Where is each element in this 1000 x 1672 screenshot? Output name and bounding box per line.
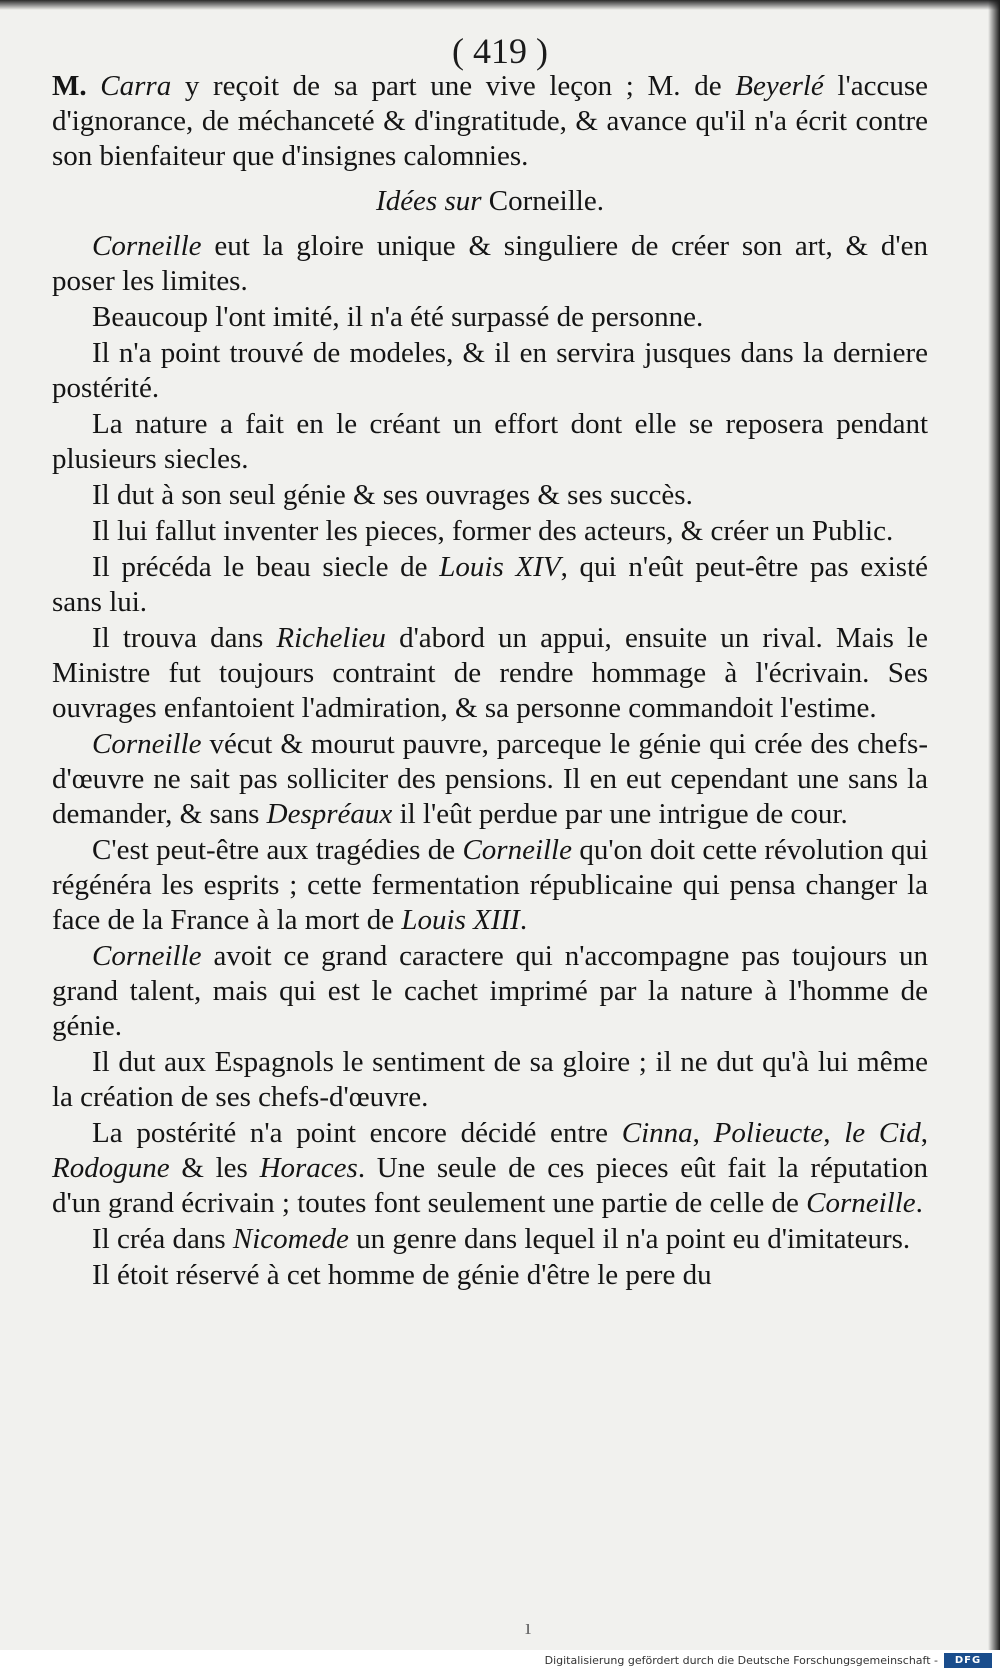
body-text xyxy=(52,69,928,1294)
digitization-footer xyxy=(0,1650,1000,1672)
heading-italic: Idées sur xyxy=(376,185,482,217)
text-span: d'abord un appui, ensuite un rival. Mais le Ministre fut toujours contraint de rendre hommage à l'écrivain. Ses ouvrages enfantoient l'admiration, & sa personne commandoit l'estime. xyxy=(52,622,928,724)
text-span: , xyxy=(692,1117,714,1149)
paragraph xyxy=(52,229,928,299)
paragraph: Il n'a point trouvé de modeles, & il en servira jusques dans la derniere postérité. xyxy=(52,337,928,404)
heading-roman: Corneille. xyxy=(481,185,604,217)
paragraph xyxy=(52,1116,928,1221)
page-top-shadow xyxy=(0,0,1000,10)
text-span: , qui n'eût peut-être pas existé sans lui. xyxy=(52,551,929,618)
name-span: Nicomede xyxy=(232,1223,349,1255)
name-span: Corneille xyxy=(462,834,572,866)
text-span: . xyxy=(915,1187,923,1219)
paragraph xyxy=(52,833,928,938)
name-span: Corneille xyxy=(92,728,202,760)
footer-credit-text: Digitalisierung gefördert durch die Deutsche Forschungsgemeinschaft - xyxy=(544,1654,938,1667)
name-span: Despréaux xyxy=(266,798,393,830)
text-span: , xyxy=(920,1117,929,1149)
paragraph: Il lui fallut inventer les pieces, former des acteurs, & créer un Public. xyxy=(92,515,894,547)
section-heading xyxy=(52,184,928,219)
text-span: eut la gloire unique & singuliere de créer son art, & d'en poser les limites. xyxy=(52,230,928,297)
text-span: avoit ce grand caractere qui n'accompagne pas toujours un grand talent, mais qui est le cachet imprimé par la nature à l'homme de génie. xyxy=(52,940,928,1042)
paragraph xyxy=(52,621,928,726)
name-span: Corneille xyxy=(92,940,202,972)
signature-mark: ı xyxy=(525,1614,532,1639)
name-span: Cinna xyxy=(621,1117,693,1149)
name-span: Louis XIII xyxy=(401,904,520,936)
paragraph: La nature a fait en le créant un effort dont elle se reposera pendant plusieurs siecles. xyxy=(52,408,928,475)
text-span: . Une seule de ces pieces eût fait la réputation d'un grand écrivain ; toutes font seulement une partie de celle de xyxy=(52,1152,928,1219)
dfg-logo: DFG xyxy=(944,1653,992,1668)
text-span: , xyxy=(823,1117,845,1149)
name-span: Beyerlé xyxy=(735,70,824,102)
name-span: le Cid xyxy=(844,1117,921,1149)
name-span: Horaces xyxy=(259,1152,358,1184)
text-span: La postérité n'a point encore décidé entre xyxy=(92,1117,622,1149)
text-span: l'accuse d'ignorance, de méchanceté & d'ingratitude, & avance qu'il n'a écrit contre son bienfaiteur que d'insignes calomnies. xyxy=(52,70,928,172)
text-span: vécut & mourut pauvre, parceque le génie qui crée des chefs-d'œuvre ne sait pas solliciter des pensions. Il en eut cependant une sans la demander, & sans xyxy=(52,728,928,830)
text-span: . xyxy=(519,904,528,936)
name-span: Polieucte xyxy=(713,1117,824,1149)
paragraph: Il dut à son seul génie & ses ouvrages & ses succès. xyxy=(92,479,693,511)
text-span: il l'eût perdue par une intrigue de cour. xyxy=(392,798,848,830)
name-span: Louis XIV xyxy=(439,551,561,583)
name-span: Carra xyxy=(100,70,172,102)
paragraph: Il étoit réservé à cet homme de génie d'être le pere du xyxy=(92,1259,712,1291)
paragraph xyxy=(52,727,928,832)
continuation-paragraph xyxy=(52,69,928,174)
page-right-edge xyxy=(988,0,1000,1672)
text-span: y reçoit de sa part une vive leçon ; M. de xyxy=(171,70,736,102)
text-span: & les xyxy=(169,1152,260,1184)
text-span: qu'on doit cette révolution qui régénéra les esprits ; cette fermentation républicaine qui pensa changer la face de la France à la mort de xyxy=(52,834,928,936)
paragraph: Beaucoup l'ont imité, il n'a été surpassé de personne. xyxy=(92,301,704,333)
text-span: Il précéda le beau siecle de xyxy=(92,551,440,583)
paragraph xyxy=(52,939,928,1044)
text-span: un genre dans lequel il n'a point eu d'imitateurs. xyxy=(348,1223,911,1255)
name-span: Rodogune xyxy=(52,1152,170,1184)
text-span: C'est peut-être aux tragédies de xyxy=(92,834,463,866)
text-span: Il créa dans xyxy=(92,1223,233,1255)
paragraph xyxy=(52,550,928,620)
name-span: Corneille xyxy=(92,230,202,262)
text-span: M. xyxy=(52,70,87,102)
page-number: ( 419 ) xyxy=(452,31,548,71)
name-span: Richelieu xyxy=(276,622,386,654)
paragraph xyxy=(52,1222,928,1257)
name-span: Corneille xyxy=(806,1187,916,1219)
text-span: Il trouva dans xyxy=(92,622,277,654)
paragraph: Il dut aux Espagnols le sentiment de sa gloire ; il ne dut qu'à lui même la création de ses chefs-d'œuvre. xyxy=(52,1046,928,1113)
